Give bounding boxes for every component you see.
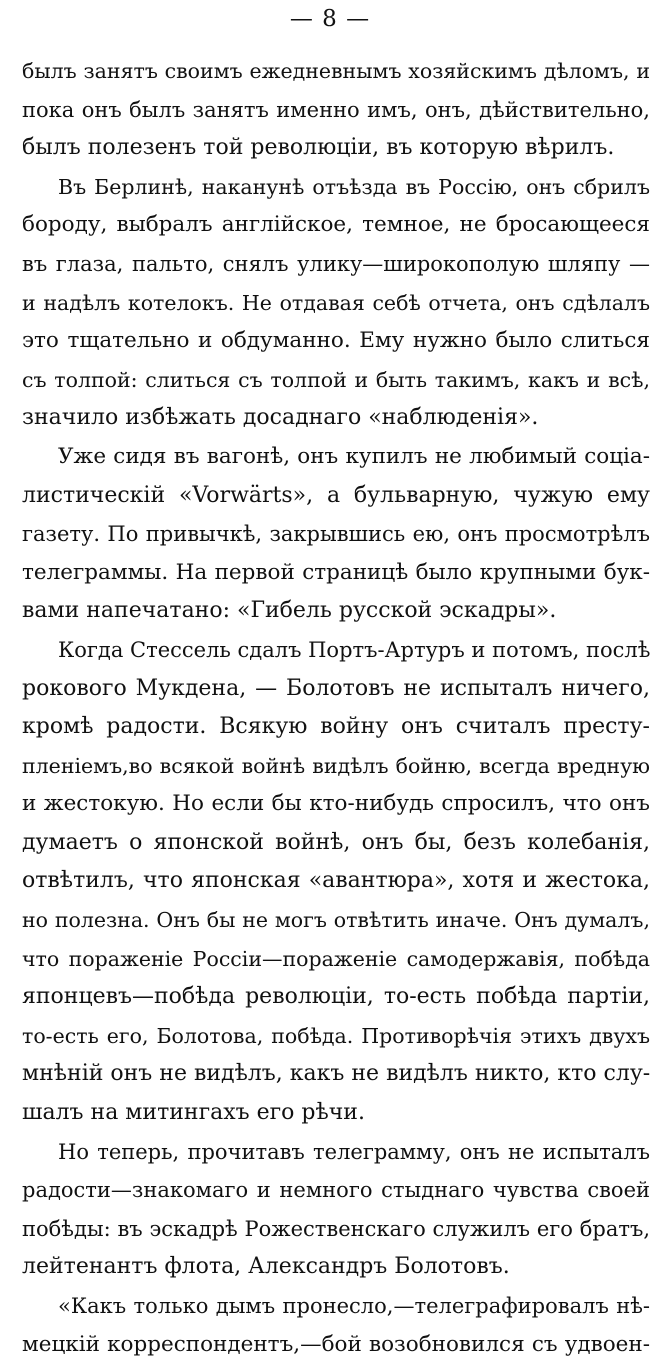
- text-line: Когда Стессель сдалъ Портъ-Артуръ и потомъ, послѣ: [58, 637, 650, 662]
- text-line: отвѣтилъ, что японская «авантюра», хотя и жестока,: [22, 868, 650, 894]
- text-line: въ глаза, пальто, снялъ улику—широкополую шляпу —: [22, 251, 650, 276]
- text-line: пока онъ былъ занятъ именно имъ, онъ, дѣйствительно,: [22, 97, 650, 122]
- text-line: мецкій корреспондентъ,—бой возобновился съ удвоен-: [22, 1331, 650, 1357]
- page-number: — 8 —: [289, 6, 371, 32]
- text-line: вами напечатано: «Гибель русской эскадры».: [22, 598, 557, 624]
- text-line: бороду, выбралъ англійское, темное, не бросающееся: [22, 212, 650, 238]
- text-line: мнѣній онъ не видѣлъ, какъ не видѣлъ никто, кто слу-: [22, 1061, 650, 1087]
- text-line: что пораженіе Россіи—пораженіе самодержавія, побѣда: [22, 946, 650, 971]
- text-line: и жестокую. Но если бы кто-нибудь спросилъ, что онъ: [22, 791, 650, 817]
- text-line: но полезна. Онъ бы не могъ отвѣтить иначе. Онъ думалъ,: [22, 908, 650, 933]
- text-line: значило избѣжать досаднаго «наблюденія».: [22, 405, 539, 431]
- text-line: шалъ на митингахъ его рѣчи.: [22, 1100, 365, 1126]
- text-line: «Какъ только дымъ пронесло,—телеграфировалъ нѣ-: [58, 1294, 650, 1318]
- text-line: Въ Берлинѣ, наканунѣ отъѣзда въ Россію, онъ сбрилъ: [58, 174, 650, 199]
- text-line: былъ полезенъ той революціи, въ которую вѣрилъ.: [22, 135, 615, 161]
- body-text: [22, 52, 650, 1364]
- text-line: лейтенантъ флота, Александръ Болотовъ.: [22, 1254, 510, 1280]
- text-line: листическій «Vorwärts», а бульварную, чужую ему: [22, 482, 650, 508]
- text-line: рокового Мукдена, — Болотовъ не испыталъ ничего,: [22, 675, 650, 701]
- text-line: думаетъ о японской войнѣ, онъ бы, безъ колебанія,: [22, 829, 650, 855]
- text-line: это тщательно и обдуманно. Ему нужно было слиться: [22, 328, 650, 354]
- text-line: японцевъ—побѣда революціи, то-есть побѣда партіи,: [22, 984, 650, 1010]
- text-line: газету. По привычкѣ, закрывшись ею, онъ просмотрѣлъ: [22, 522, 650, 547]
- text-line: Но теперь, прочитавъ телеграмму, онъ не испыталъ: [58, 1139, 650, 1164]
- text-line: Уже сидя въ вагонѣ, онъ купилъ не любимый соціа-: [58, 443, 650, 469]
- text-line: съ толпой: слиться съ толпой и быть такимъ, какъ и всѣ,: [22, 367, 650, 392]
- text-line: побѣды: въ эскадрѣ Рожественскаго служилъ его братъ,: [22, 1216, 650, 1241]
- text-line: и надѣлъ котелокъ. Не отдавая себѣ отчета, онъ сдѣлалъ: [22, 290, 650, 315]
- text-line: кромѣ радости. Всякую войну онъ считалъ престу-: [22, 714, 650, 740]
- text-line: телеграммы. На первой страницѣ было крупными бук-: [22, 559, 650, 585]
- text-line: былъ занятъ своимъ ежедневнымъ хозяйскимъ дѣломъ, и: [22, 59, 650, 83]
- text-line: то-есть его, Болотова, побѣда. Противорѣчія этихъ двухъ: [22, 1023, 650, 1048]
- text-line: радости—знакомаго и немного стыднаго чувства своей: [22, 1178, 650, 1203]
- text-line: пленіемъ,во всякой войнѣ видѣлъ бойню, всегда вредную: [22, 753, 650, 778]
